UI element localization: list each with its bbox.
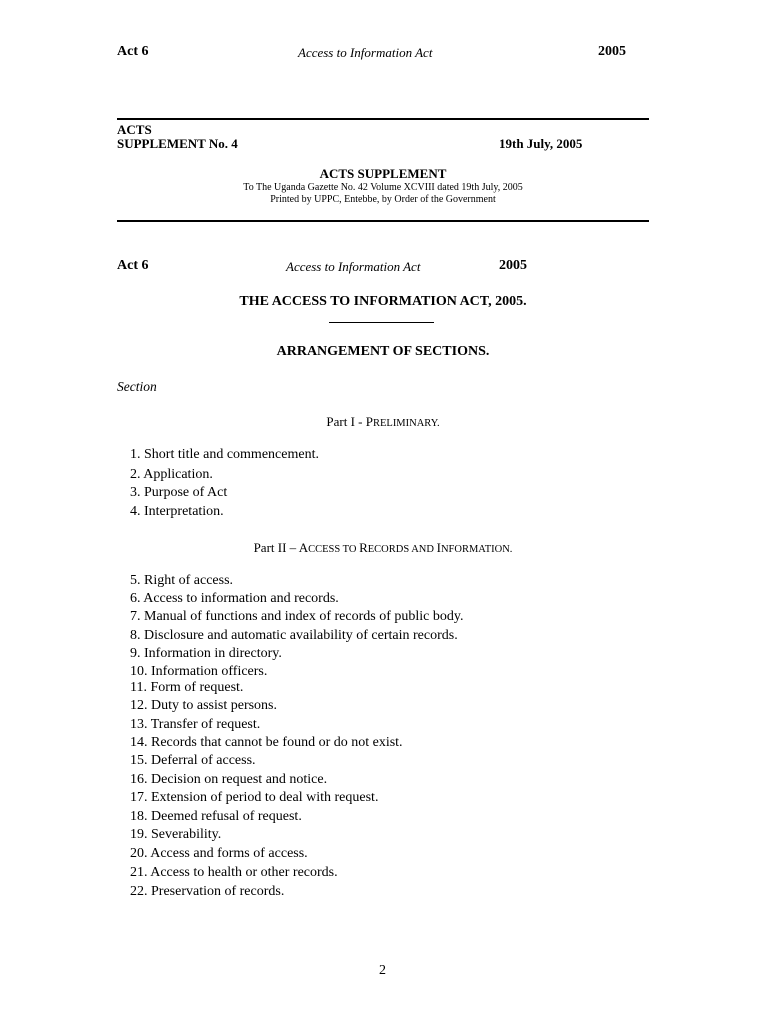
act-number: Act 6 xyxy=(117,258,149,273)
section-number: 17. xyxy=(130,790,148,805)
main-title: THE ACCESS TO INFORMATION ACT, 2005. xyxy=(239,294,527,309)
section-list-item xyxy=(130,790,378,806)
section-title: Right of access. xyxy=(144,573,234,588)
section-title: Transfer of request. xyxy=(150,717,261,732)
section-number: 18. xyxy=(130,809,148,824)
part2-word2-rest: ECORDS AND xyxy=(367,544,437,555)
part2-heading xyxy=(117,539,649,557)
part1-heading xyxy=(117,413,649,431)
page-number: 2 xyxy=(379,963,386,978)
section-number: 11. xyxy=(130,680,147,695)
section-list-item xyxy=(130,698,277,714)
section-number: 14. xyxy=(130,735,148,750)
section-number: 22. xyxy=(130,884,148,899)
section-number: 6. xyxy=(130,591,141,606)
acts-label: ACTS xyxy=(117,122,152,137)
bottom-rule xyxy=(117,220,649,222)
section-list-item xyxy=(130,447,319,463)
section-list-item xyxy=(130,504,224,520)
supplement-number: SUPPLEMENT No. 4 xyxy=(117,136,238,151)
section-list-item xyxy=(130,753,256,769)
section-title: Form of request. xyxy=(150,680,244,695)
part2-word1-cap: A xyxy=(298,540,309,555)
section-list-item xyxy=(130,664,267,680)
part1-cap: P xyxy=(365,414,373,429)
section-title: Access and forms of access. xyxy=(150,846,308,861)
part2-word3-cap: I xyxy=(436,540,441,555)
section-list-item xyxy=(130,772,327,788)
section-number: 9. xyxy=(130,646,141,661)
part1-rest: RELIMINARY. xyxy=(372,418,440,429)
section-list-item xyxy=(130,680,243,696)
section-label: Section xyxy=(117,379,157,394)
section-title: Manual of functions and index of records of public body. xyxy=(144,609,464,624)
part2-word3-rest: NFORMATION. xyxy=(440,544,513,555)
section-title: Access to information and records. xyxy=(143,591,339,606)
part2-prefix: Part II – xyxy=(253,540,299,555)
section-list-item xyxy=(130,609,463,625)
section-list-item xyxy=(130,865,338,881)
section-list-item xyxy=(130,573,233,589)
part2-word1-rest: CCESS TO xyxy=(308,544,360,555)
top-rule xyxy=(117,118,649,120)
section-number: 12. xyxy=(130,698,148,713)
acts-supplement-heading: ACTS SUPPLEMENT xyxy=(319,166,447,181)
act-title: Access to Information Act xyxy=(286,259,421,274)
section-number: 8. xyxy=(130,628,141,643)
part1-prefix: Part I - xyxy=(326,414,366,429)
section-number: 7. xyxy=(130,609,141,624)
section-title: Information in directory. xyxy=(144,646,282,661)
section-number: 16. xyxy=(130,772,148,787)
gazette-line: To The Uganda Gazette No. 42 Volume XCVIII dated 19th July, 2005 xyxy=(243,182,523,193)
section-list-item xyxy=(130,809,302,825)
section-number: 15. xyxy=(130,753,148,768)
section-list-item xyxy=(130,717,260,733)
section-number: 19. xyxy=(130,827,148,842)
section-list-item xyxy=(130,646,282,662)
section-title: Interpretation. xyxy=(144,504,224,519)
part2-word2-cap: R xyxy=(359,540,368,555)
section-number: 20. xyxy=(130,846,148,861)
section-title: Records that cannot be found or do not exist. xyxy=(151,735,403,750)
section-number: 1. xyxy=(130,447,141,462)
running-header-year: 2005 xyxy=(598,44,626,59)
section-title: Disclosure and automatic availability of certain records. xyxy=(144,628,458,643)
section-list-item xyxy=(130,846,308,862)
section-title: Access to health or other records. xyxy=(150,865,338,880)
section-title: Deferral of access. xyxy=(151,753,256,768)
section-list-item xyxy=(130,591,339,607)
section-number: 13. xyxy=(130,717,148,732)
section-list-item xyxy=(130,884,284,900)
section-title: Short title and commencement. xyxy=(144,447,319,462)
section-title: Preservation of records. xyxy=(151,884,285,899)
section-number: 4. xyxy=(130,504,141,519)
section-title: Severability. xyxy=(151,827,222,842)
arrangement-title: ARRANGEMENT OF SECTIONS. xyxy=(276,344,490,359)
supplement-date: 19th July, 2005 xyxy=(499,136,583,151)
section-number: 2. xyxy=(130,467,141,482)
act-year: 2005 xyxy=(499,258,527,273)
section-title: Decision on request and notice. xyxy=(151,772,328,787)
printer-line: Printed by UPPC, Entebbe, by Order of the Government xyxy=(270,194,496,205)
section-title: Deemed refusal of request. xyxy=(151,809,302,824)
title-underline xyxy=(329,322,434,323)
running-header-act: Act 6 xyxy=(117,44,149,59)
section-list-item xyxy=(130,485,227,501)
section-title: Application. xyxy=(143,467,213,482)
section-list-item xyxy=(130,827,221,843)
running-header-title: Access to Information Act xyxy=(298,45,433,60)
section-number: 10. xyxy=(130,664,148,679)
section-title: Extension of period to deal with request. xyxy=(151,790,379,805)
section-list-item xyxy=(130,467,213,483)
section-number: 3. xyxy=(130,485,141,500)
section-list-item xyxy=(130,735,403,751)
section-title: Information officers. xyxy=(151,664,268,679)
section-number: 5. xyxy=(130,573,141,588)
section-number: 21. xyxy=(130,865,148,880)
section-title: Purpose of Act xyxy=(144,485,228,500)
section-list-item xyxy=(130,628,458,644)
section-title: Duty to assist persons. xyxy=(151,698,277,713)
